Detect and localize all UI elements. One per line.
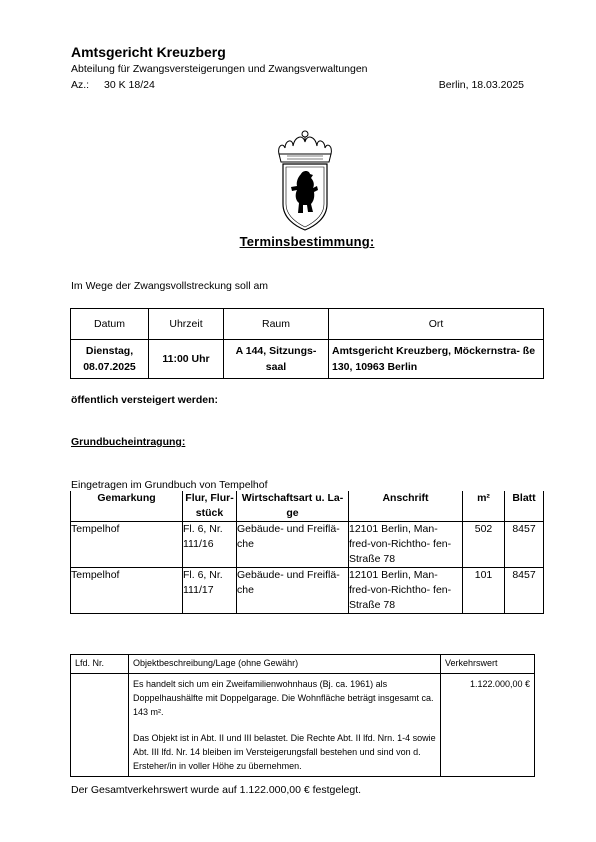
table-cell: Tempelhof [71,568,183,614]
table-cell: 8457 [505,522,544,568]
header-cell: Objektbeschreibung/Lage (ohne Gewähr) [129,655,441,674]
az-label: Az.: [71,79,90,91]
table-row [71,568,544,614]
table-cell: Fl. 6, Nr. 111/16 [183,522,237,568]
total-value-text: Der Gesamtverkehrswert wurde auf 1.122.000,00 € festgelegt. [71,784,362,796]
table-header-row [71,491,544,522]
place-date: Berlin, 18.03.2025 [438,79,524,91]
location-cell: Amtsgericht Kreuzberg, Möckernstra- ße 130, 10963 Berlin [329,340,544,379]
table-row [71,340,544,379]
auction-text: öffentlich versteigert werden: [71,394,219,406]
header-cell: Verkehrswert [441,655,535,674]
header-cell: Anschrift [349,491,463,522]
grundbuch-table [70,491,544,614]
document-title: Terminsbestimmung: [239,234,375,249]
department: Abteilung für Zwangsversteigerungen und Zwangsverwaltungen [71,63,368,75]
berlin-coat-of-arms-icon [273,128,337,232]
header-cell: Raum [224,309,329,340]
table-cell: 502 [463,522,505,568]
object-number-cell [71,674,129,777]
appointment-table [70,308,544,379]
header-cell: Wirtschaftsart u. La- ge [237,491,349,522]
object-description-cell [129,674,441,777]
time-cell: 11:00 Uhr [149,340,224,379]
header-cell: Datum [71,309,149,340]
table-cell: Fl. 6, Nr. 111/17 [183,568,237,614]
header-cell: Lfd. Nr. [71,655,129,674]
table-cell: 12101 Berlin, Man- fred-von-Richtho- fen-Straße 78 [349,568,463,614]
header-cell: Blatt [505,491,544,522]
description-paragraph: Es handelt sich um ein Zweifamilienwohnhaus (Bj. ca. 1961) als Doppelhaushälfte mit Doppelgarage. Die Wohnfläche beträgt insgesamt ca. 143 m². [133,679,434,717]
header-cell: Uhrzeit [149,309,224,340]
table-cell: 12101 Berlin, Man- fred-von-Richtho- fen-Straße 78 [349,522,463,568]
table-cell: Gebäude- und Freiflä- che [237,522,349,568]
table-cell: Gebäude- und Freiflä- che [237,568,349,614]
header-cell: Ort [329,309,544,340]
grundbuch-intro: Eingetragen im Grundbuch von Tempelhof [71,479,268,491]
date-cell: Dienstag, 08.07.2025 [71,340,149,379]
court-name: Amtsgericht Kreuzberg [71,44,226,60]
room-cell: A 144, Sitzungs- saal [224,340,329,379]
table-cell: 101 [463,568,505,614]
intro-text: Im Wege der Zwangsvollstreckung soll am [71,280,269,292]
market-value-cell: 1.122.000,00 € [441,674,535,777]
table-cell: 8457 [505,568,544,614]
az-number: 30 K 18/24 [104,79,155,91]
header-cell: Flur, Flur- stück [183,491,237,522]
object-table [70,654,535,777]
table-header-row [71,309,544,340]
header-cell: Gemarkung [71,491,183,522]
table-header-row [71,655,535,674]
table-row [71,674,535,777]
table-cell: Tempelhof [71,522,183,568]
description-paragraph: Das Objekt ist in Abt. II und III belastet. Die Rechte Abt. II lfd. Nrn. 1-4 sowie Abt. III lfd. Nr. 14 bleiben im Versteigerungsfall bestehen und sind von d. Ersteher/in in voller Höhe zu übernehmen. [133,733,436,771]
grundbuch-heading: Grundbucheintragung: [71,436,186,448]
header-cell: m² [463,491,505,522]
table-row [71,522,544,568]
case-number [71,79,155,91]
